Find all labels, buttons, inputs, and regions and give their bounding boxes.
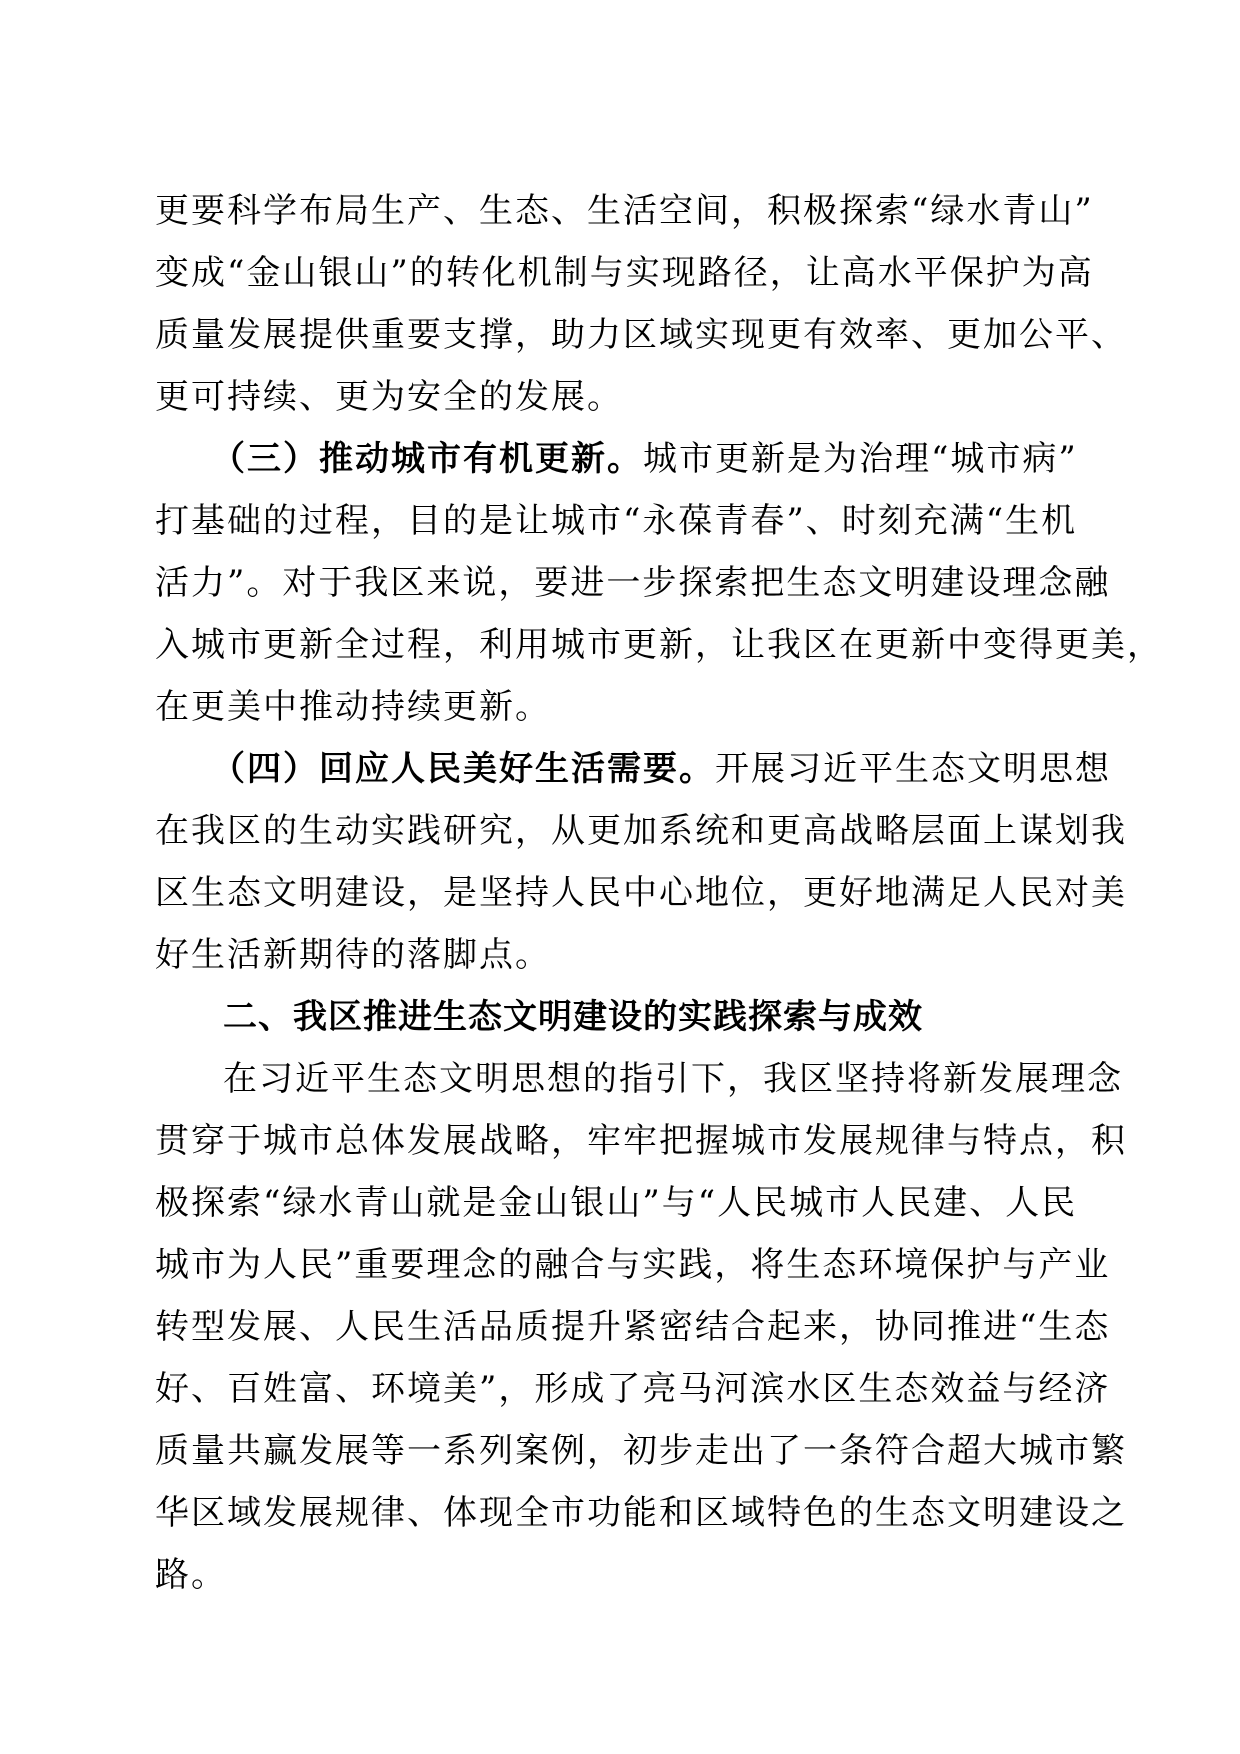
paragraph-line: 路。 xyxy=(155,1555,227,1595)
paragraph-line: 在习近平生态文明思想的指引下，我区坚持将新发展理念 xyxy=(223,1059,1123,1099)
paragraph-line: 区生态文明建设，是坚持人民中心地位，更好地满足人民对美 xyxy=(155,873,1127,913)
section-4-title: （四）回应人民美好生活需要。 xyxy=(211,749,715,789)
paragraph-line: 更要科学布局生产、生态、生活空间，积极探索“绿水青山” xyxy=(155,191,1094,231)
paragraph-line: 城市为人民”重要理念的融合与实践，将生态环境保护与产业 xyxy=(155,1245,1111,1285)
section-4-text: 开展习近平生态文明思想 xyxy=(715,749,1111,789)
paragraph-line: 在我区的生动实践研究，从更加系统和更高战略层面上谋划我 xyxy=(155,811,1127,851)
paragraph-line: 打基础的过程，目的是让城市“永葆青春”、时刻充满“生机 xyxy=(155,501,1078,541)
section-heading: 二、我区推进生态文明建设的实践探索与成效 xyxy=(223,997,923,1037)
section-3-title: （三）推动城市有机更新。 xyxy=(211,439,643,479)
paragraph-line: 质量发展提供重要支撑，助力区域实现更有效率、更加公平、 xyxy=(155,315,1127,355)
body-text xyxy=(155,180,1163,1606)
paragraph-line: 在更美中推动持续更新。 xyxy=(155,687,551,727)
paragraph-line: 极探索“绿水青山就是金山银山”与“人民城市人民建、人民 xyxy=(155,1183,1078,1223)
paragraph-line: 好生活新期待的落脚点。 xyxy=(155,935,551,975)
section-3-first-line xyxy=(155,428,1078,490)
section-3-text: 城市更新是为治理“城市病” xyxy=(643,439,1078,479)
paragraph-line: 更可持续、更为安全的发展。 xyxy=(155,377,623,417)
paragraph-line: 入城市更新全过程，利用城市更新，让我区在更新中变得更美， xyxy=(155,625,1163,665)
paragraph-line: 好、百姓富、环境美”，形成了亮马河滨水区生态效益与经济 xyxy=(155,1369,1111,1409)
paragraph-line: 质量共赢发展等一系列案例，初步走出了一条符合超大城市繁 xyxy=(155,1431,1127,1471)
paragraph-line: 变成“金山银山”的转化机制与实现路径，让高水平保护为高 xyxy=(155,253,1094,293)
paragraph-line: 转型发展、人民生活品质提升紧密结合起来，协同推进“生态 xyxy=(155,1307,1111,1347)
section-4-first-line xyxy=(155,738,1111,800)
paragraph-line: 华区域发展规律、体现全市功能和区域特色的生态文明建设之 xyxy=(155,1493,1127,1533)
paragraph-line: 贯穿于城市总体发展战略，牢牢把握城市发展规律与特点，积 xyxy=(155,1121,1127,1161)
paragraph-line: 活力”。对于我区来说，要进一步探索把生态文明建设理念融 xyxy=(155,563,1111,603)
